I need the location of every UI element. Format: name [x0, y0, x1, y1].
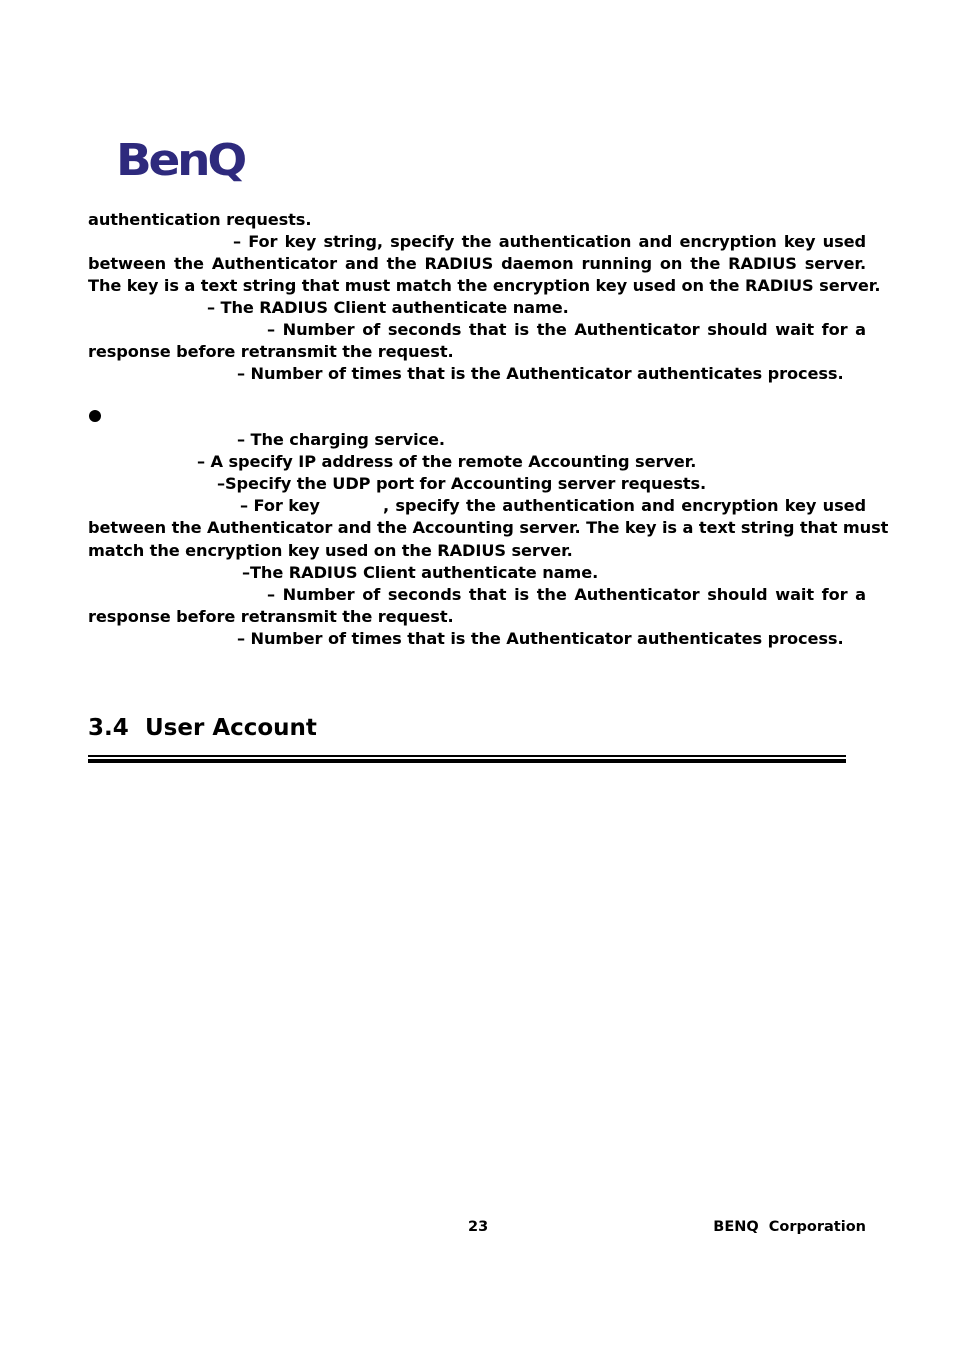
heading-rule-bottom [88, 759, 846, 763]
section-number: 3.4 [88, 715, 129, 741]
body-line-1: authentication requests. [88, 210, 312, 229]
body-line-8: – Number of times that is the Authenticator authenticates process. [237, 364, 844, 383]
body-line-10: – A specify IP address of the remote Accounting server. [197, 452, 697, 471]
body-line-16: – Number of seconds that is the Authenticator should wait for a [267, 585, 866, 604]
body-line-14: match the encryption key used on the RADIUS server. [88, 541, 573, 560]
heading-rule-top [88, 755, 846, 757]
body-line-7: response before retransmit the request. [88, 342, 454, 361]
body-line-18: – Number of times that is the Authenticator authenticates process. [237, 629, 844, 648]
bullet-marker [89, 410, 101, 422]
body-line-4: The key is a text string that must match the encryption key used on the RADIUS server. [88, 276, 881, 295]
body-line-11: –Specify the UDP port for Accounting server requests. [217, 474, 707, 493]
body-line-5: – The RADIUS Client authenticate name. [207, 298, 569, 317]
section-title: User Account [145, 715, 317, 741]
body-line-12a: – For key [240, 496, 320, 515]
footer-company: BENQ Corporation [713, 1219, 866, 1235]
section-heading [88, 712, 317, 744]
body-line-13: between the Authenticator and the Accounting server. The key is a text string that must [88, 518, 889, 537]
body-line-15: –The RADIUS Client authenticate name. [242, 563, 599, 582]
benq-logo-text: BenQ [116, 135, 246, 185]
body-line-9: – The charging service. [237, 430, 445, 449]
body-line-12b: , specify the authentication and encryption key used [383, 496, 866, 515]
page-number: 23 [468, 1219, 489, 1235]
body-line-17: response before retransmit the request. [88, 607, 454, 626]
body-line-6: – Number of seconds that is the Authenticator should wait for a [267, 320, 866, 339]
body-line-3: between the Authenticator and the RADIUS daemon running on the RADIUS server. [88, 254, 866, 273]
body-line-2: – For key string, specify the authentication and encryption key used [233, 232, 866, 251]
benq-logo [116, 135, 250, 185]
